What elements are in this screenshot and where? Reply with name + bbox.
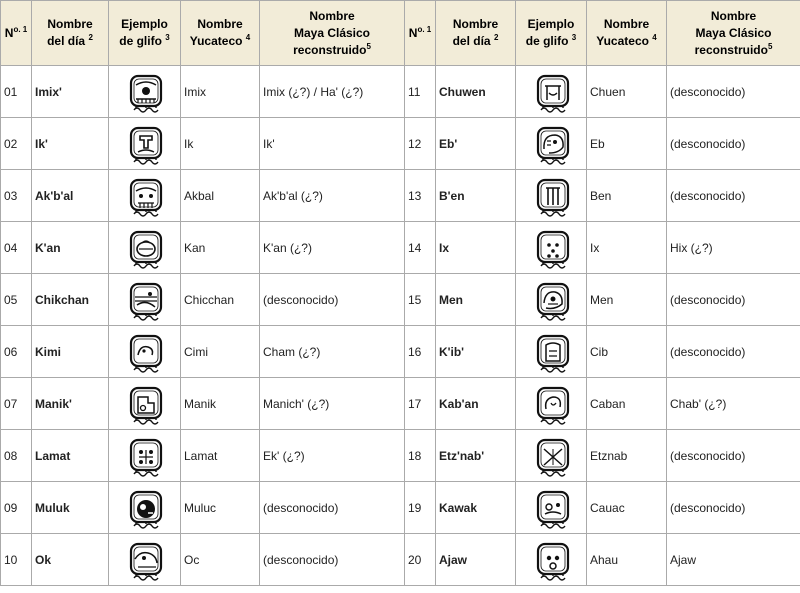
day-number: 06 xyxy=(1,326,32,378)
day-name: Men xyxy=(436,274,516,326)
classic-name: Cham (¿?) xyxy=(260,326,405,378)
ben-glyph xyxy=(531,173,575,219)
header-classic-name: Nombre Maya Clásico reconstruido$^5$ xyxy=(667,1,800,66)
ik-glyph xyxy=(124,121,168,167)
yucatec-name: Etznab xyxy=(587,430,667,482)
ajaw-glyph xyxy=(531,537,575,583)
day-number: 17 xyxy=(405,378,436,430)
kan-glyph xyxy=(124,225,168,271)
classic-name: (desconocido) xyxy=(667,118,800,170)
day-number: 09 xyxy=(1,482,32,534)
chikchan-glyph xyxy=(124,277,168,323)
classic-name: K'an (¿?) xyxy=(260,222,405,274)
table-row xyxy=(1,170,800,222)
glyph-cell xyxy=(516,170,587,222)
table-row xyxy=(1,326,800,378)
day-number: 12 xyxy=(405,118,436,170)
day-name: Manik' xyxy=(32,378,109,430)
imix-glyph xyxy=(124,69,168,115)
etznab-glyph xyxy=(531,433,575,479)
classic-name: (desconocido) xyxy=(667,482,800,534)
classic-name: (desconocido) xyxy=(667,66,800,118)
glyph-cell xyxy=(516,430,587,482)
kawak-glyph xyxy=(531,485,575,531)
header-number: $N^{o. 1}$ xyxy=(1,1,32,66)
yucatec-name: Lamat xyxy=(181,430,260,482)
header-glyph-example: Ejemplo de glifo $^3$ xyxy=(109,1,181,66)
yucatec-name: Manik xyxy=(181,378,260,430)
classic-name: Ek' (¿?) xyxy=(260,430,405,482)
classic-name: Imix (¿?) / Ha' (¿?) xyxy=(260,66,405,118)
yucatec-name: Ix xyxy=(587,222,667,274)
day-name: Chikchan xyxy=(32,274,109,326)
yucatec-name: Chuen xyxy=(587,66,667,118)
classic-name: Ak'b'al (¿?) xyxy=(260,170,405,222)
day-number: 13 xyxy=(405,170,436,222)
day-number: 11 xyxy=(405,66,436,118)
classic-name: (desconocido) xyxy=(667,170,800,222)
classic-name: (desconocido) xyxy=(260,534,405,586)
day-name: Kab'an xyxy=(436,378,516,430)
ix-glyph xyxy=(531,225,575,271)
glyph-cell xyxy=(516,534,587,586)
day-number: 10 xyxy=(1,534,32,586)
day-name: Ik' xyxy=(32,118,109,170)
day-number: 19 xyxy=(405,482,436,534)
day-name: Ix xyxy=(436,222,516,274)
classic-name: (desconocido) xyxy=(260,482,405,534)
akbal-glyph xyxy=(124,173,168,219)
table-row xyxy=(1,66,800,118)
day-number: 16 xyxy=(405,326,436,378)
yucatec-name: Cauac xyxy=(587,482,667,534)
day-number: 03 xyxy=(1,170,32,222)
day-name: Lamat xyxy=(32,430,109,482)
day-number: 01 xyxy=(1,66,32,118)
glyph-cell xyxy=(516,118,587,170)
day-number: 05 xyxy=(1,274,32,326)
table-row xyxy=(1,378,800,430)
day-name: Imix' xyxy=(32,66,109,118)
yucatec-name: Ahau xyxy=(587,534,667,586)
day-name: B'en xyxy=(436,170,516,222)
manik-glyph xyxy=(124,381,168,427)
day-name: Kimi xyxy=(32,326,109,378)
header-number: $N^{o. 1}$ xyxy=(405,1,436,66)
yucatec-name: Akbal xyxy=(181,170,260,222)
glyph-cell xyxy=(516,66,587,118)
classic-name: (desconocido) xyxy=(667,326,800,378)
classic-name: (desconocido) xyxy=(667,274,800,326)
glyph-cell xyxy=(109,170,181,222)
day-number: 20 xyxy=(405,534,436,586)
header-classic-name: Nombre Maya Clásico reconstruido$^5$ xyxy=(260,1,405,66)
classic-name: Manich' (¿?) xyxy=(260,378,405,430)
day-name: Ajaw xyxy=(436,534,516,586)
yucatec-name: Chicchan xyxy=(181,274,260,326)
day-name: Eb' xyxy=(436,118,516,170)
header-row xyxy=(1,1,800,66)
yucatec-name: Muluc xyxy=(181,482,260,534)
glyph-cell xyxy=(516,482,587,534)
yucatec-name: Cimi xyxy=(181,326,260,378)
day-number: 08 xyxy=(1,430,32,482)
yucatec-name: Men xyxy=(587,274,667,326)
men-glyph xyxy=(531,277,575,323)
table-row xyxy=(1,534,800,586)
ok-glyph xyxy=(124,537,168,583)
muluk-glyph xyxy=(124,485,168,531)
classic-name: (desconocido) xyxy=(260,274,405,326)
day-name: Chuwen xyxy=(436,66,516,118)
table-row xyxy=(1,430,800,482)
day-number: 18 xyxy=(405,430,436,482)
eb-glyph xyxy=(531,121,575,167)
kaban-glyph xyxy=(531,381,575,427)
classic-name: (desconocido) xyxy=(667,430,800,482)
yucatec-name: Kan xyxy=(181,222,260,274)
yucatec-name: Imix xyxy=(181,66,260,118)
day-number: 14 xyxy=(405,222,436,274)
kib-glyph xyxy=(531,329,575,375)
table-row xyxy=(1,222,800,274)
table-row xyxy=(1,482,800,534)
classic-name: Hix (¿?) xyxy=(667,222,800,274)
glyph-cell xyxy=(109,274,181,326)
day-number: 07 xyxy=(1,378,32,430)
yucatec-name: Oc xyxy=(181,534,260,586)
glyph-cell xyxy=(516,378,587,430)
yucatec-name: Eb xyxy=(587,118,667,170)
yucatec-name: Cib xyxy=(587,326,667,378)
table-row xyxy=(1,118,800,170)
day-name: Etz'nab' xyxy=(436,430,516,482)
header-glyph-example: Ejemplo de glifo $^3$ xyxy=(516,1,587,66)
glyph-cell xyxy=(109,534,181,586)
day-name: Muluk xyxy=(32,482,109,534)
header-yucatec-name: Nombre Yucateco $^4$ xyxy=(587,1,667,66)
yucatec-name: Ben xyxy=(587,170,667,222)
header-yucatec-name: Nombre Yucateco $^4$ xyxy=(181,1,260,66)
classic-name: Ik' xyxy=(260,118,405,170)
day-name: K'ib' xyxy=(436,326,516,378)
day-number: 15 xyxy=(405,274,436,326)
day-number: 04 xyxy=(1,222,32,274)
day-name: K'an xyxy=(32,222,109,274)
glyph-cell xyxy=(516,222,587,274)
yucatec-name: Caban xyxy=(587,378,667,430)
header-day-name: Nombre del día $^2$ xyxy=(32,1,109,66)
header-day-name: Nombre del día $^2$ xyxy=(436,1,516,66)
yucatec-name: Ik xyxy=(181,118,260,170)
glyph-cell xyxy=(109,118,181,170)
glyph-cell xyxy=(516,274,587,326)
glyph-cell xyxy=(109,222,181,274)
classic-name: Chab' (¿?) xyxy=(667,378,800,430)
table-row xyxy=(1,274,800,326)
classic-name: Ajaw xyxy=(667,534,800,586)
glyph-cell xyxy=(109,378,181,430)
glyph-cell xyxy=(109,482,181,534)
kimi-glyph xyxy=(124,329,168,375)
day-name: Kawak xyxy=(436,482,516,534)
glyph-cell xyxy=(516,326,587,378)
day-name: Ok xyxy=(32,534,109,586)
glyph-cell xyxy=(109,430,181,482)
glyph-cell xyxy=(109,66,181,118)
day-name: Ak'b'al xyxy=(32,170,109,222)
day-number: 02 xyxy=(1,118,32,170)
glyph-cell xyxy=(109,326,181,378)
chuwen-glyph xyxy=(531,69,575,115)
lamat-glyph xyxy=(124,433,168,479)
